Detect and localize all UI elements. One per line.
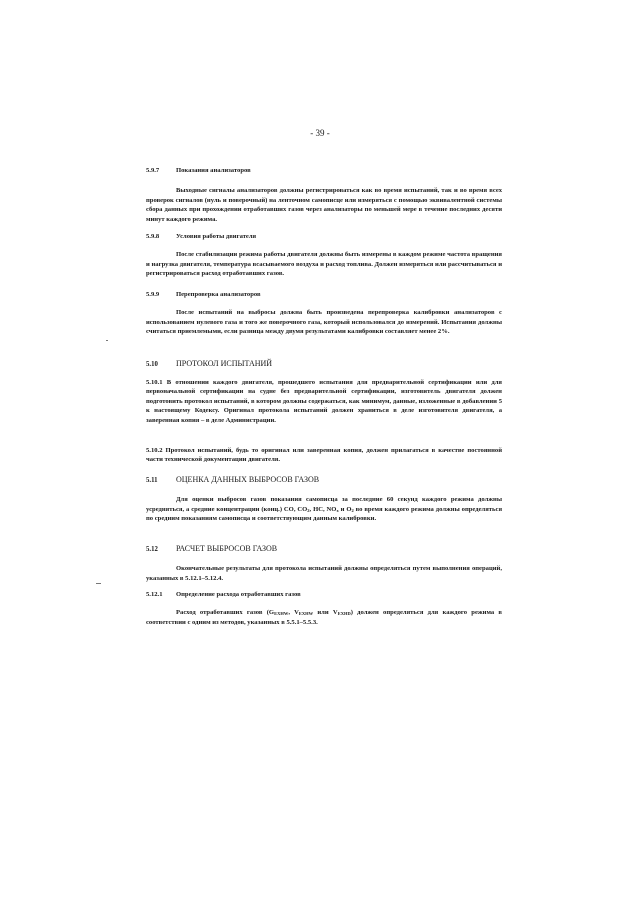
section-title: Показания анализаторов: [176, 167, 251, 174]
section-title: РАСЧЕТ ВЫБРОСОВ ГАЗОВ: [176, 544, 278, 553]
section-paragraph: 5.10.1 В отношении каждого двигателя, прошедшего испытания для предварительной сертификации или для первоначальной сертификации на судне без предварительной сертификации, изготовитель двигателя должен подготовить протокол испытаний, в котором должны содержаться, как минимум, данные, изложенные в добавлении 5 к настоящему Кодексу. Оригинал протокола испытаний должен храниться в деле изготовителя двигателя, а заверенная копия – в деле Администрации.: [146, 379, 502, 424]
section-paragraph: Окончательные результаты для протокола испытаний должны определяться путем выполнения операций, указанных в 5.12.1–5.12.4.: [146, 565, 502, 582]
section-title: Условия работы двигателя: [176, 233, 257, 240]
section-5-12: [146, 544, 502, 583]
section-title: Определение расхода отработавших газов: [176, 591, 301, 598]
section-5-10: [146, 359, 502, 369]
section-heading: [146, 475, 502, 485]
section-heading: [146, 359, 502, 369]
scan-speck: [106, 340, 108, 341]
section-paragraph: Для оценки выбросов газов показания самописца за последние 60 секунд каждого режима должны усредняться, а средние концентрации (конц.) CO, $CO_2$, HC, $NO_x$ и $O_2$ во время каждого режима должны определяться по средним показаниям самописца и соответствующим данным калибровки.: [146, 496, 503, 523]
section-heading: [146, 590, 502, 599]
section-paragraph: 5.10.2 Протокол испытаний, будь то оригинал или заверенная копия, должен прилагаться в качестве постоянной части технической документации двигателя.: [146, 447, 502, 464]
section-heading: [146, 232, 502, 241]
section-heading: [146, 290, 502, 299]
section-title: Перепроверка анализаторов: [176, 291, 261, 298]
section-number: 5.10: [146, 361, 158, 368]
scan-speck: [96, 583, 101, 584]
section-paragraph: Выходные сигналы анализаторов должны регистрироваться как во время испытаний, так и во время всех проверок сигналов (нуль и поверочный) на ленточном самописце или измеряться с помощью эквивалентной системы сбора данных при прохождении отработавших газов через анализаторы по меньшей мере в течение последних десяти минут каждого режима.: [146, 187, 502, 223]
section-5-9-7: [146, 166, 502, 224]
section-title: ОЦЕНКА ДАННЫХ ВЫБРОСОВ ГАЗОВ: [176, 475, 320, 484]
section-number: 5.12: [146, 546, 158, 553]
section-number: 5.12.1: [146, 591, 163, 598]
section-heading: [146, 544, 502, 554]
section-5-10-2: [146, 446, 502, 465]
page-number: - 39 -: [310, 128, 330, 138]
section-number: 5.9.7: [146, 167, 160, 174]
section-title: ПРОТОКОЛ ИСПЫТАНИЙ: [176, 359, 273, 368]
section-paragraph: Расход отработавших газов ($G_{EXHW}$, $V_{EXHW}$ или $V_{EXHD}$) должен определяться для каждого режима в соответствии с одним из методов, указанных в 5.5.1–5.5.3.: [146, 609, 502, 626]
section-paragraph: После стабилизации режима работы двигателя должны быть измерены в каждом режиме частота вращения и нагрузка двигателя, температура всасываемого воздуха и расход топлива. Должен измеряться или рассчитываться и регистрироваться расход отработавших газов.: [146, 251, 502, 278]
section-number: 5.9.8: [146, 233, 160, 240]
section-5-9-9: [146, 290, 502, 337]
section-5-12-1: [146, 590, 502, 627]
section-5-9-8: [146, 232, 502, 279]
section-5-10-1: [146, 378, 502, 425]
section-5-11: [146, 475, 502, 524]
section-heading: [146, 166, 502, 175]
section-number: 5.11: [146, 477, 158, 484]
section-paragraph: После испытаний на выбросы должна быть произведена перепроверка калибровки анализаторов с использованием нулевого газа и того же поверочного газа, который использовался до измерений. Испытания должны считаться приемлемыми, если разница между двумя результатами калибровки составляет менее 2%.: [146, 309, 502, 336]
section-number: 5.9.9: [146, 291, 160, 298]
